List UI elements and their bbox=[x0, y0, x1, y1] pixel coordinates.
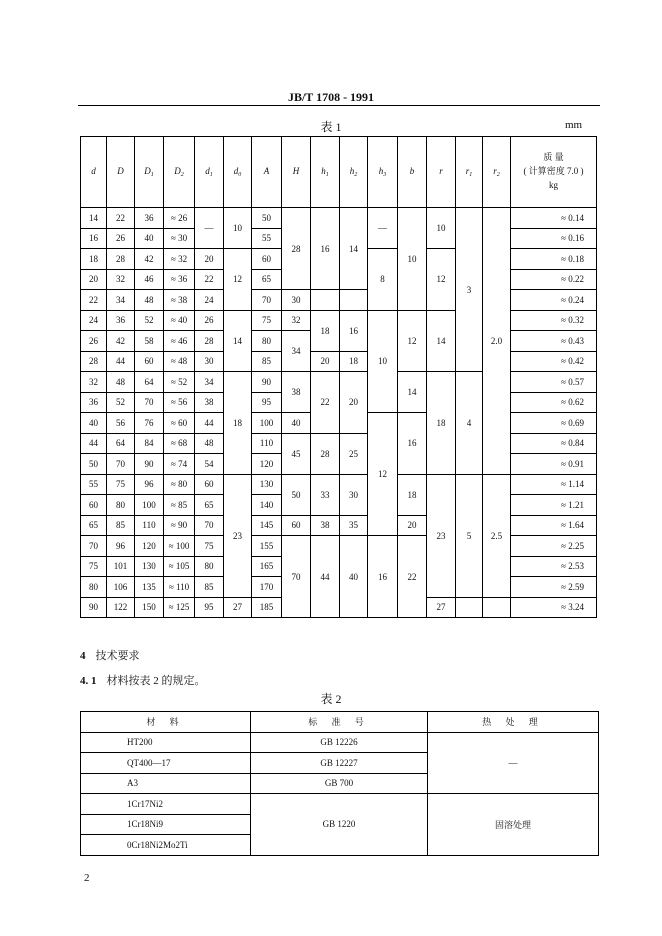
cell-h1: 22 bbox=[311, 372, 340, 434]
header-rule bbox=[78, 105, 600, 106]
cell-h1: 28 bbox=[311, 433, 340, 474]
cell-h2: 35 bbox=[340, 515, 368, 536]
cell-material: HT200 bbox=[81, 732, 251, 753]
cell-r: 18 bbox=[427, 372, 456, 475]
cell-b: 14 bbox=[398, 372, 427, 413]
cell-A: 70 bbox=[252, 290, 282, 311]
cell-D2: ≈ 48 bbox=[164, 351, 195, 372]
cell-d1: 26 bbox=[195, 310, 224, 331]
cell-D: 64 bbox=[107, 433, 135, 454]
cell-mass: ≈ 2.25 bbox=[511, 536, 597, 557]
cell-d0: 18 bbox=[224, 372, 252, 475]
cell-r2: 2.0 bbox=[483, 208, 511, 475]
section-4-1-number: 4. 1 bbox=[80, 675, 97, 687]
cell-H: 38 bbox=[282, 372, 311, 413]
cell-r: 14 bbox=[427, 310, 456, 372]
cell-D2: ≈ 68 bbox=[164, 433, 195, 454]
mass-header bbox=[511, 137, 597, 208]
cell-mass: ≈ 3.24 bbox=[511, 597, 597, 618]
table-row bbox=[81, 474, 597, 495]
col-header-material: 材 料 bbox=[81, 712, 251, 733]
cell-d: 28 bbox=[81, 351, 107, 372]
cell-H: 34 bbox=[282, 331, 311, 372]
cell-d1: 54 bbox=[195, 454, 224, 475]
cell-h3: 8 bbox=[368, 249, 398, 311]
cell-d1: 24 bbox=[195, 290, 224, 311]
col-header: $d_1$ bbox=[195, 137, 224, 208]
cell-D2: ≈ 100 bbox=[164, 536, 195, 557]
col-header: r bbox=[427, 137, 456, 208]
cell-b: 16 bbox=[398, 413, 427, 475]
cell-d: 24 bbox=[81, 310, 107, 331]
cell-A: 55 bbox=[252, 228, 282, 249]
cell-d1: 44 bbox=[195, 413, 224, 434]
cell-D1: 90 bbox=[135, 454, 164, 475]
cell-D: 42 bbox=[107, 331, 135, 352]
cell-d1: 65 bbox=[195, 495, 224, 516]
cell-d0: 27 bbox=[224, 597, 252, 618]
cell-D1: 48 bbox=[135, 290, 164, 311]
section-4-number: 4 bbox=[80, 650, 86, 662]
cell-D: 85 bbox=[107, 515, 135, 536]
cell-d: 50 bbox=[81, 454, 107, 475]
cell-d1: 38 bbox=[195, 392, 224, 413]
cell-H: 50 bbox=[282, 474, 311, 515]
cell-r1: 4 bbox=[456, 372, 483, 475]
cell-d1: 70 bbox=[195, 515, 224, 536]
cell-mass: ≈ 0.14 bbox=[511, 208, 597, 229]
cell-D: 70 bbox=[107, 454, 135, 475]
cell-d1: 60 bbox=[195, 474, 224, 495]
cell-b: 20 bbox=[398, 515, 427, 536]
section-4-heading bbox=[80, 647, 140, 663]
mass-header-unit: kg bbox=[549, 179, 558, 190]
cell-h2: 16 bbox=[340, 310, 368, 351]
cell-r1 bbox=[456, 597, 483, 618]
cell-mass: ≈ 0.16 bbox=[511, 228, 597, 249]
col-header: D bbox=[107, 137, 135, 208]
cell-d: 60 bbox=[81, 495, 107, 516]
col-header: A bbox=[252, 137, 282, 208]
cell-D1: 84 bbox=[135, 433, 164, 454]
col-header: d bbox=[81, 137, 107, 208]
cell-H: 32 bbox=[282, 310, 311, 331]
dimension-table bbox=[80, 136, 597, 618]
cell-treatment: — bbox=[428, 732, 599, 794]
table-row bbox=[81, 536, 597, 557]
cell-A: 185 bbox=[252, 597, 282, 618]
section-4-1-text: 材料按表 2 的规定。 bbox=[106, 675, 206, 687]
col-header-standard: 标 准 号 bbox=[251, 712, 428, 733]
cell-d: 16 bbox=[81, 228, 107, 249]
cell-H: 40 bbox=[282, 413, 311, 434]
cell-d: 26 bbox=[81, 331, 107, 352]
cell-D: 80 bbox=[107, 495, 135, 516]
col-header: $r_1$ bbox=[456, 137, 483, 208]
cell-D1: 40 bbox=[135, 228, 164, 249]
cell-h2 bbox=[340, 290, 368, 311]
section-4-1 bbox=[80, 672, 206, 688]
cell-D: 52 bbox=[107, 392, 135, 413]
cell-H: 70 bbox=[282, 536, 311, 618]
cell-r1: 3 bbox=[456, 208, 483, 372]
table-row bbox=[81, 515, 597, 536]
section-4-title: 技术要求 bbox=[95, 650, 140, 662]
cell-d1: 20 bbox=[195, 249, 224, 270]
cell-D: 36 bbox=[107, 310, 135, 331]
cell-D1: 110 bbox=[135, 515, 164, 536]
cell-d: 80 bbox=[81, 577, 107, 598]
cell-h1 bbox=[311, 290, 340, 311]
cell-A: 165 bbox=[252, 556, 282, 577]
cell-H: 28 bbox=[282, 208, 311, 290]
cell-d: 36 bbox=[81, 392, 107, 413]
document-header: JB/T 1708 - 1991 bbox=[287, 90, 375, 104]
cell-D: 96 bbox=[107, 536, 135, 557]
cell-r: 23 bbox=[427, 474, 456, 597]
cell-r: 27 bbox=[427, 597, 456, 618]
cell-mass: ≈ 0.43 bbox=[511, 331, 597, 352]
cell-D1: 58 bbox=[135, 331, 164, 352]
col-header: $d_0$ bbox=[224, 137, 252, 208]
cell-d: 20 bbox=[81, 269, 107, 290]
table-row bbox=[81, 208, 597, 229]
cell-A: 100 bbox=[252, 413, 282, 434]
col-header: b bbox=[398, 137, 427, 208]
cell-d1: 80 bbox=[195, 556, 224, 577]
cell-d1: 22 bbox=[195, 269, 224, 290]
cell-D: 101 bbox=[107, 556, 135, 577]
cell-d0: 14 bbox=[224, 310, 252, 372]
cell-mass: ≈ 0.18 bbox=[511, 249, 597, 270]
cell-h2: 20 bbox=[340, 372, 368, 434]
col-header: $h_3$ bbox=[368, 137, 398, 208]
cell-h2: 25 bbox=[340, 433, 368, 474]
cell-d0: 10 bbox=[224, 208, 252, 249]
cell-material: 1Cr18Ni9 bbox=[81, 814, 251, 835]
cell-d1: 75 bbox=[195, 536, 224, 557]
cell-material: A3 bbox=[81, 773, 251, 794]
cell-standard: GB 1220 bbox=[251, 794, 428, 856]
col-header: $r_2$ bbox=[483, 137, 511, 208]
cell-D2: ≈ 105 bbox=[164, 556, 195, 577]
cell-d: 70 bbox=[81, 536, 107, 557]
cell-r: 10 bbox=[427, 208, 456, 249]
cell-D2: ≈ 52 bbox=[164, 372, 195, 393]
cell-mass: ≈ 0.42 bbox=[511, 351, 597, 372]
cell-d: 44 bbox=[81, 433, 107, 454]
cell-standard: GB 700 bbox=[251, 773, 428, 794]
cell-D1: 150 bbox=[135, 597, 164, 618]
cell-D: 34 bbox=[107, 290, 135, 311]
table1-caption: 表 1 bbox=[320, 120, 342, 134]
col-header: $D_1$ bbox=[135, 137, 164, 208]
cell-b: 22 bbox=[398, 536, 427, 618]
cell-D1: 36 bbox=[135, 208, 164, 229]
cell-b: 10 bbox=[398, 208, 427, 311]
cell-material: 0Cr18Ni2Mo2Ti bbox=[81, 835, 251, 856]
cell-h3: — bbox=[368, 208, 398, 249]
cell-D1: 96 bbox=[135, 474, 164, 495]
cell-mass: ≈ 2.59 bbox=[511, 577, 597, 598]
cell-mass: ≈ 0.57 bbox=[511, 372, 597, 393]
cell-D1: 130 bbox=[135, 556, 164, 577]
cell-D1: 100 bbox=[135, 495, 164, 516]
cell-A: 95 bbox=[252, 392, 282, 413]
cell-mass: ≈ 1.14 bbox=[511, 474, 597, 495]
cell-A: 65 bbox=[252, 269, 282, 290]
cell-D1: 60 bbox=[135, 351, 164, 372]
cell-treatment: 固溶处理 bbox=[428, 794, 599, 856]
cell-h2: 14 bbox=[340, 208, 368, 290]
cell-b: 18 bbox=[398, 474, 427, 515]
cell-d: 14 bbox=[81, 208, 107, 229]
cell-A: 80 bbox=[252, 331, 282, 352]
cell-A: 170 bbox=[252, 577, 282, 598]
cell-D: 26 bbox=[107, 228, 135, 249]
cell-A: 130 bbox=[252, 474, 282, 495]
cell-mass: ≈ 0.91 bbox=[511, 454, 597, 475]
cell-D2: ≈ 46 bbox=[164, 331, 195, 352]
cell-D2: ≈ 90 bbox=[164, 515, 195, 536]
cell-A: 140 bbox=[252, 495, 282, 516]
table-row bbox=[81, 310, 597, 331]
table-row bbox=[81, 732, 599, 753]
page-number: 2 bbox=[84, 872, 90, 884]
cell-D1: 46 bbox=[135, 269, 164, 290]
col-header: $h_1$ bbox=[311, 137, 340, 208]
cell-D1: 120 bbox=[135, 536, 164, 557]
table1-unit: mm bbox=[565, 119, 583, 131]
table-row bbox=[81, 290, 597, 311]
cell-A: 60 bbox=[252, 249, 282, 270]
cell-D2: ≈ 56 bbox=[164, 392, 195, 413]
table-row bbox=[81, 372, 597, 393]
cell-D: 22 bbox=[107, 208, 135, 229]
cell-mass: ≈ 0.62 bbox=[511, 392, 597, 413]
cell-D2: ≈ 32 bbox=[164, 249, 195, 270]
cell-D: 32 bbox=[107, 269, 135, 290]
cell-D2: ≈ 125 bbox=[164, 597, 195, 618]
cell-mass: ≈ 1.21 bbox=[511, 495, 597, 516]
table2-caption: 表 2 bbox=[320, 692, 342, 706]
cell-D2: ≈ 74 bbox=[164, 454, 195, 475]
cell-A: 110 bbox=[252, 433, 282, 454]
cell-D1: 52 bbox=[135, 310, 164, 331]
cell-A: 75 bbox=[252, 310, 282, 331]
cell-d: 75 bbox=[81, 556, 107, 577]
cell-A: 145 bbox=[252, 515, 282, 536]
cell-h2: 18 bbox=[340, 351, 368, 372]
cell-d1: 34 bbox=[195, 372, 224, 393]
cell-material: QT400—17 bbox=[81, 753, 251, 774]
col-header: $D_2$ bbox=[164, 137, 195, 208]
cell-r: 12 bbox=[427, 249, 456, 311]
materials-table bbox=[80, 711, 599, 856]
cell-h2: 40 bbox=[340, 536, 368, 618]
cell-A: 85 bbox=[252, 351, 282, 372]
cell-D2: ≈ 30 bbox=[164, 228, 195, 249]
cell-D2: ≈ 80 bbox=[164, 474, 195, 495]
col-header: $h_2$ bbox=[340, 137, 368, 208]
cell-d1: 85 bbox=[195, 577, 224, 598]
cell-material: 1Cr17Ni2 bbox=[81, 794, 251, 815]
cell-H: 60 bbox=[282, 515, 311, 536]
cell-d: 65 bbox=[81, 515, 107, 536]
cell-mass: ≈ 0.69 bbox=[511, 413, 597, 434]
cell-A: 50 bbox=[252, 208, 282, 229]
cell-d: 18 bbox=[81, 249, 107, 270]
cell-H: 30 bbox=[282, 290, 311, 311]
cell-d: 40 bbox=[81, 413, 107, 434]
cell-d: 32 bbox=[81, 372, 107, 393]
cell-d: 90 bbox=[81, 597, 107, 618]
cell-D2: ≈ 38 bbox=[164, 290, 195, 311]
cell-D1: 135 bbox=[135, 577, 164, 598]
cell-mass: ≈ 0.32 bbox=[511, 310, 597, 331]
cell-D: 106 bbox=[107, 577, 135, 598]
cell-d1: 30 bbox=[195, 351, 224, 372]
table2-header-row bbox=[81, 712, 599, 733]
cell-h3: 10 bbox=[368, 310, 398, 413]
cell-D2: ≈ 60 bbox=[164, 413, 195, 434]
cell-D2: ≈ 40 bbox=[164, 310, 195, 331]
cell-A: 155 bbox=[252, 536, 282, 557]
cell-D2: ≈ 26 bbox=[164, 208, 195, 229]
cell-h2: 30 bbox=[340, 474, 368, 515]
cell-d1: — bbox=[195, 208, 224, 249]
cell-d: 22 bbox=[81, 290, 107, 311]
cell-mass: ≈ 0.84 bbox=[511, 433, 597, 454]
table-row bbox=[81, 351, 597, 372]
cell-h3: 16 bbox=[368, 536, 398, 618]
cell-d1: 48 bbox=[195, 433, 224, 454]
cell-d: 55 bbox=[81, 474, 107, 495]
mass-header-density: ( 计算密度 7.0 ) bbox=[523, 166, 584, 177]
col-header-treatment: 热 处 理 bbox=[428, 712, 599, 733]
cell-standard: GB 12227 bbox=[251, 753, 428, 774]
cell-r1: 5 bbox=[456, 474, 483, 597]
mass-header-title: 质 量 bbox=[543, 152, 564, 163]
cell-H: 45 bbox=[282, 433, 311, 474]
cell-D2: ≈ 36 bbox=[164, 269, 195, 290]
cell-mass: ≈ 0.24 bbox=[511, 290, 597, 311]
cell-h1: 16 bbox=[311, 208, 340, 290]
cell-r2 bbox=[483, 597, 511, 618]
cell-D: 56 bbox=[107, 413, 135, 434]
cell-mass: ≈ 2.53 bbox=[511, 556, 597, 577]
table-row bbox=[81, 794, 599, 815]
cell-D: 48 bbox=[107, 372, 135, 393]
table-row bbox=[81, 433, 597, 454]
table1-header-row bbox=[81, 137, 597, 208]
cell-d1: 95 bbox=[195, 597, 224, 618]
cell-standard: GB 12226 bbox=[251, 732, 428, 753]
cell-h1: 18 bbox=[311, 310, 340, 351]
cell-b: 12 bbox=[398, 310, 427, 372]
cell-D: 44 bbox=[107, 351, 135, 372]
cell-d0: 23 bbox=[224, 474, 252, 597]
cell-mass: ≈ 0.22 bbox=[511, 269, 597, 290]
cell-mass: ≈ 1.64 bbox=[511, 515, 597, 536]
cell-D2: ≈ 85 bbox=[164, 495, 195, 516]
cell-D1: 64 bbox=[135, 372, 164, 393]
col-header: H bbox=[282, 137, 311, 208]
cell-D1: 70 bbox=[135, 392, 164, 413]
cell-D2: ≈ 110 bbox=[164, 577, 195, 598]
cell-A: 120 bbox=[252, 454, 282, 475]
cell-D: 122 bbox=[107, 597, 135, 618]
cell-A: 90 bbox=[252, 372, 282, 393]
cell-D1: 42 bbox=[135, 249, 164, 270]
cell-d1: 28 bbox=[195, 331, 224, 352]
cell-d0: 12 bbox=[224, 249, 252, 311]
cell-h1: 20 bbox=[311, 351, 340, 372]
cell-h1: 44 bbox=[311, 536, 340, 618]
cell-h3: 12 bbox=[368, 413, 398, 536]
cell-D: 75 bbox=[107, 474, 135, 495]
cell-h1: 33 bbox=[311, 474, 340, 515]
cell-D1: 76 bbox=[135, 413, 164, 434]
cell-r2: 2.5 bbox=[483, 474, 511, 597]
cell-D: 28 bbox=[107, 249, 135, 270]
cell-h1: 38 bbox=[311, 515, 340, 536]
